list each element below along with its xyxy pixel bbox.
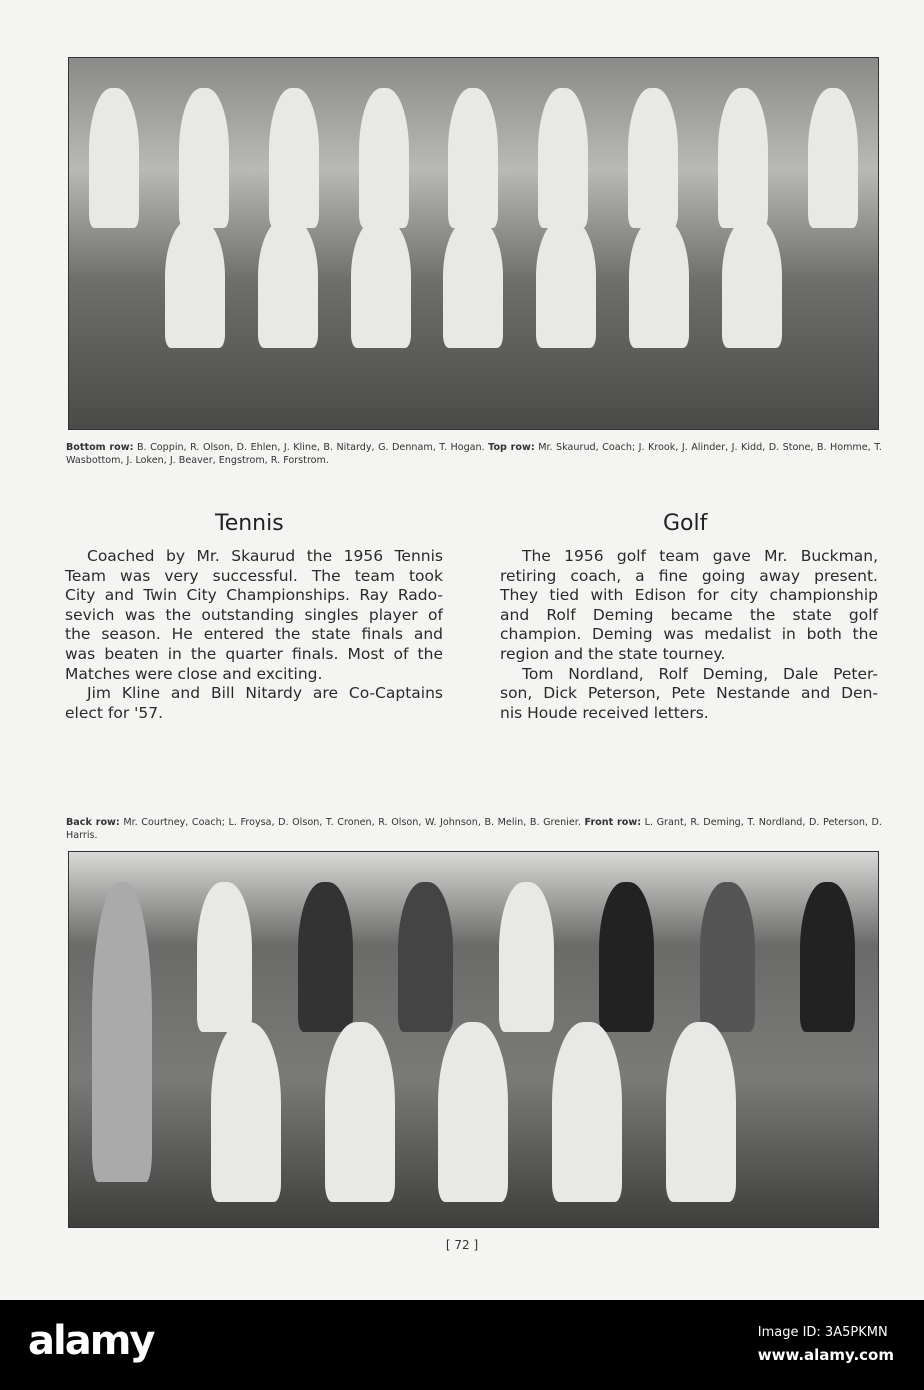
article-line: Matches were close and exciting. (65, 664, 323, 683)
article-line: sevich was the outstanding singles player of (65, 605, 443, 624)
golf-article (500, 547, 878, 723)
article-line: son, Dick Peterson, Pete Nestande and Den- (500, 684, 878, 703)
golf-team-photo (68, 851, 879, 1228)
article-line: Team was very successful. The team took (65, 566, 443, 585)
article-line: Coached by Mr. Skaurud the 1956 Tennis (87, 547, 443, 565)
article-line: the season. He entered the state finals and (65, 625, 443, 644)
caption-label: Bottom row: (66, 442, 134, 453)
page-number: [ 72 ] (445, 1238, 479, 1252)
caption-text: Mr. Skaurud, Coach; J. Krook, J. Alinder, J. Kidd, D. Stone, B. Homme, T. Wasbottom, J. Loken, J. Beaver, Engstrom, R. Forstrom. (66, 442, 882, 466)
tennis-team-photo (68, 57, 879, 430)
article-line: elect for '57. (65, 703, 164, 722)
article-line: City and Twin City Championships. Ray Rado- (65, 586, 443, 605)
article-line: champion. Deming was medalist in both the (500, 625, 878, 644)
watermark-url: www.alamy.com (757, 1346, 894, 1364)
alamy-logo: alamy (28, 1318, 154, 1364)
image-id: Image ID: 3A5PKMN (757, 1325, 888, 1340)
article-line: region and the state tourney. (500, 644, 726, 663)
tennis-photo-caption (66, 441, 882, 467)
tennis-article (65, 547, 443, 723)
article-line: They tied with Edison for city championship (500, 586, 878, 605)
golf-heading: Golf (663, 511, 708, 536)
watermark-bar (0, 1300, 924, 1390)
caption-label: Top row: (488, 442, 535, 453)
caption-text: B. Coppin, R. Olson, D. Ehlen, J. Kline, B. Nitardy, G. Dennam, T. Hogan. (136, 442, 485, 453)
caption-text: Mr. Courtney, Coach; L. Froysa, D. Olson, T. Cronen, R. Olson, W. Johnson, B. Melin, B. Grenier. (123, 817, 581, 828)
article-line: Tom Nordland, Rolf Deming, Dale Peter- (522, 664, 878, 683)
article-line: Jim Kline and Bill Nitardy are Co-Captains (87, 684, 443, 703)
caption-label: Back row: (66, 817, 120, 828)
article-line: retiring coach, a fine going away present. (500, 566, 878, 585)
tennis-heading: Tennis (215, 511, 284, 536)
article-line: was beaten in the quarter finals. Most of the (65, 644, 443, 663)
article-line: The 1956 golf team gave Mr. Buckman, (522, 547, 878, 565)
article-line: nis Houde received letters. (500, 703, 709, 722)
article-line: and Rolf Deming became the state golf (500, 605, 878, 624)
caption-label: Front row: (584, 817, 642, 828)
golf-photo-caption (66, 816, 882, 842)
caption-text: L. Grant, R. Deming, T. Nordland, D. Peterson, D. Harris. (66, 817, 882, 841)
